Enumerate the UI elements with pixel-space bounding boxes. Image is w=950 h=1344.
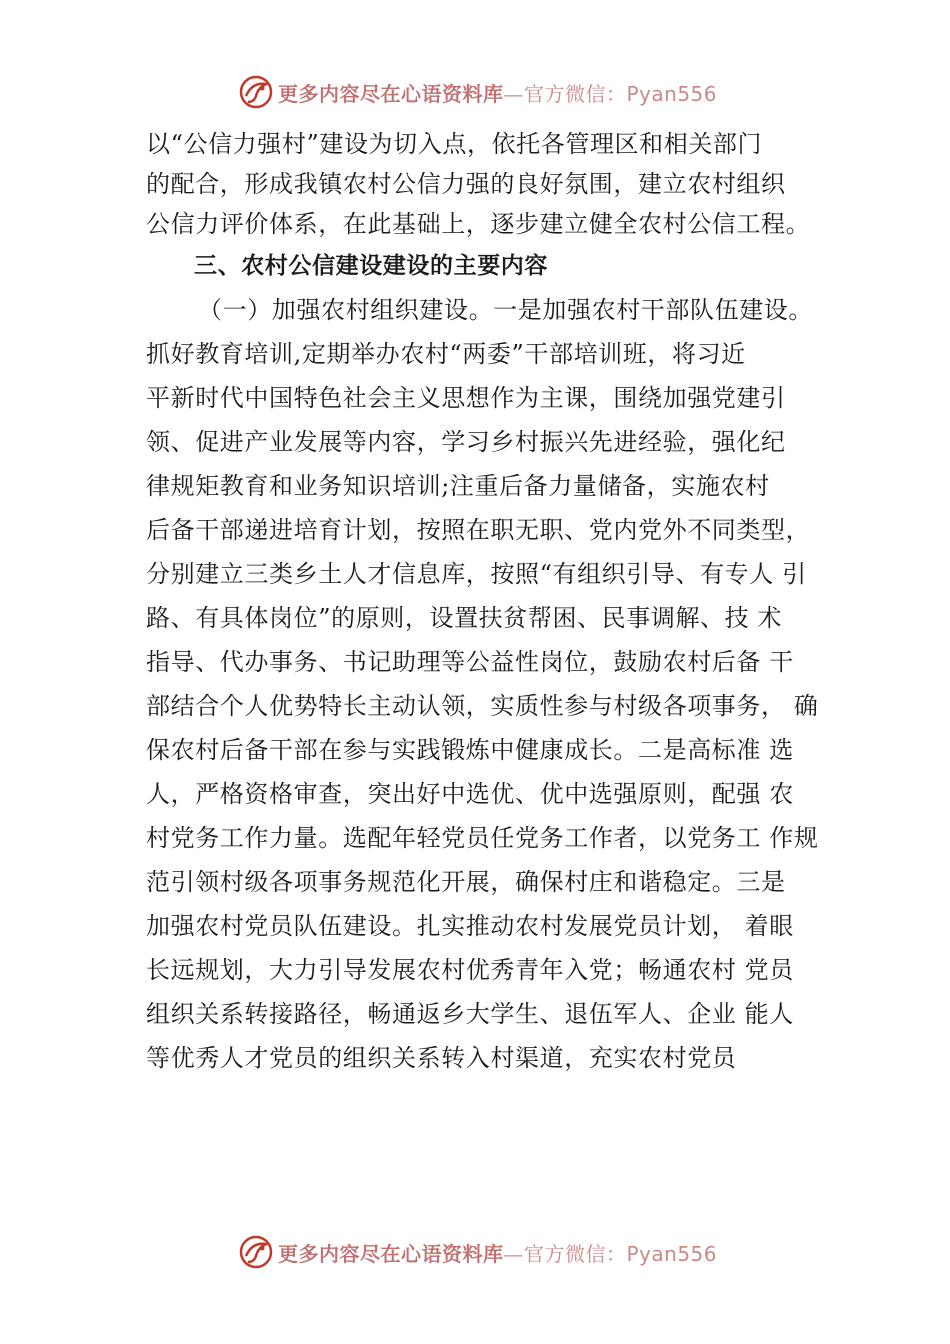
watermark-text [278,78,717,107]
watermark-dash: — [503,81,524,106]
paragraph-line-8: 路、有具体岗位”的原则，设置扶贫帮困、民事调解、技 术 [146,604,783,632]
text-line-3: 公信力评价体系，在此基础上，逐步建立健全农村公信工程。 [146,210,811,238]
watermark-official: 官方微信： [524,81,627,106]
paragraph-line-18: 等优秀人才党员的组织关系转入村渠道，充实农村党员 [146,1044,737,1072]
paragraph-line-15: 加强农村党员队伍建设。扎实推动农村发展党员计划， 着眼 [146,912,794,940]
paragraph-line-11: 保农村后备干部在参与实践锻炼中健康成长。二是高标准 选 [146,736,794,764]
document-body [146,124,846,1080]
brand-logo-icon [238,1234,274,1270]
paragraph-line-14: 范引领村级各项事务规范化开展，确保村庄和谐稳定。三是 [146,868,786,896]
watermark-dash: — [503,1241,524,1266]
paragraph-line-3: 平新时代中国特色社会主义思想作为主课，围绕加强党建引 [146,384,786,412]
paragraph-line-10: 部结合个人优势特长主动认领，实质性参与村级各项事务， 确 [146,692,819,720]
watermark-wechat-id: Pyan556 [626,81,718,106]
watermark-wechat-id: Pyan556 [626,1241,718,1266]
paragraph-line-13: 村党务工作力量。选配年轻党员任党务工作者，以党务工 作规 [146,824,819,852]
paragraph-line-12: 人，严格资格审查，突出好中选优、优中选强原则，配强 农 [146,780,794,808]
section-heading: 三、农村公信建设建设的主要内容 [194,253,548,279]
paragraph-line-5: 律规矩教育和业务知识培训;注重后备力量储备，实施农村 [146,472,770,500]
paragraph-line-16: 长远规划，大力引导发展农村优秀青年入党；畅通农村 党员 [146,956,794,984]
paragraph-line-9: 指导、代办事务、书记助理等公益性岗位，鼓励农村后备 干 [146,648,794,676]
watermark-text [278,1238,717,1267]
watermark-header [238,72,717,112]
paragraph-line-17: 组织关系转接路径，畅通返乡大学生、退伍军人、企业 能人 [146,1000,794,1028]
text-line-2: 的配合，形成我镇农村公信力强的良好氛围，建立农村组织 [146,170,786,198]
watermark-brand: 更多内容尽在心语资料库 [278,1241,504,1266]
watermark-brand: 更多内容尽在心语资料库 [278,81,504,106]
brand-logo-icon [238,74,274,110]
paragraph-line-7: 分别建立三类乡土人才信息库，按照“有组织引导、有专人 引 [146,560,807,588]
paragraph-line-6: 后备干部递进培育计划，按照在职无职、党内党外不同类型， [146,516,811,544]
paragraph-line-2: 抓好教育培训,定期举办农村“两委”干部培训班，将习近 [146,340,746,368]
text-line-1: 以“公信力强村”建设为切入点，依托各管理区和相关部门 [146,130,763,158]
paragraph-line-4: 领、促进产业发展等内容，学习乡村振兴先进经验，强化纪 [146,428,786,456]
paragraph-line-1: （一）加强农村组织建设。一是加强农村干部队伍建设。 [198,296,813,324]
watermark-official: 官方微信： [524,1241,627,1266]
watermark-footer [238,1232,717,1272]
